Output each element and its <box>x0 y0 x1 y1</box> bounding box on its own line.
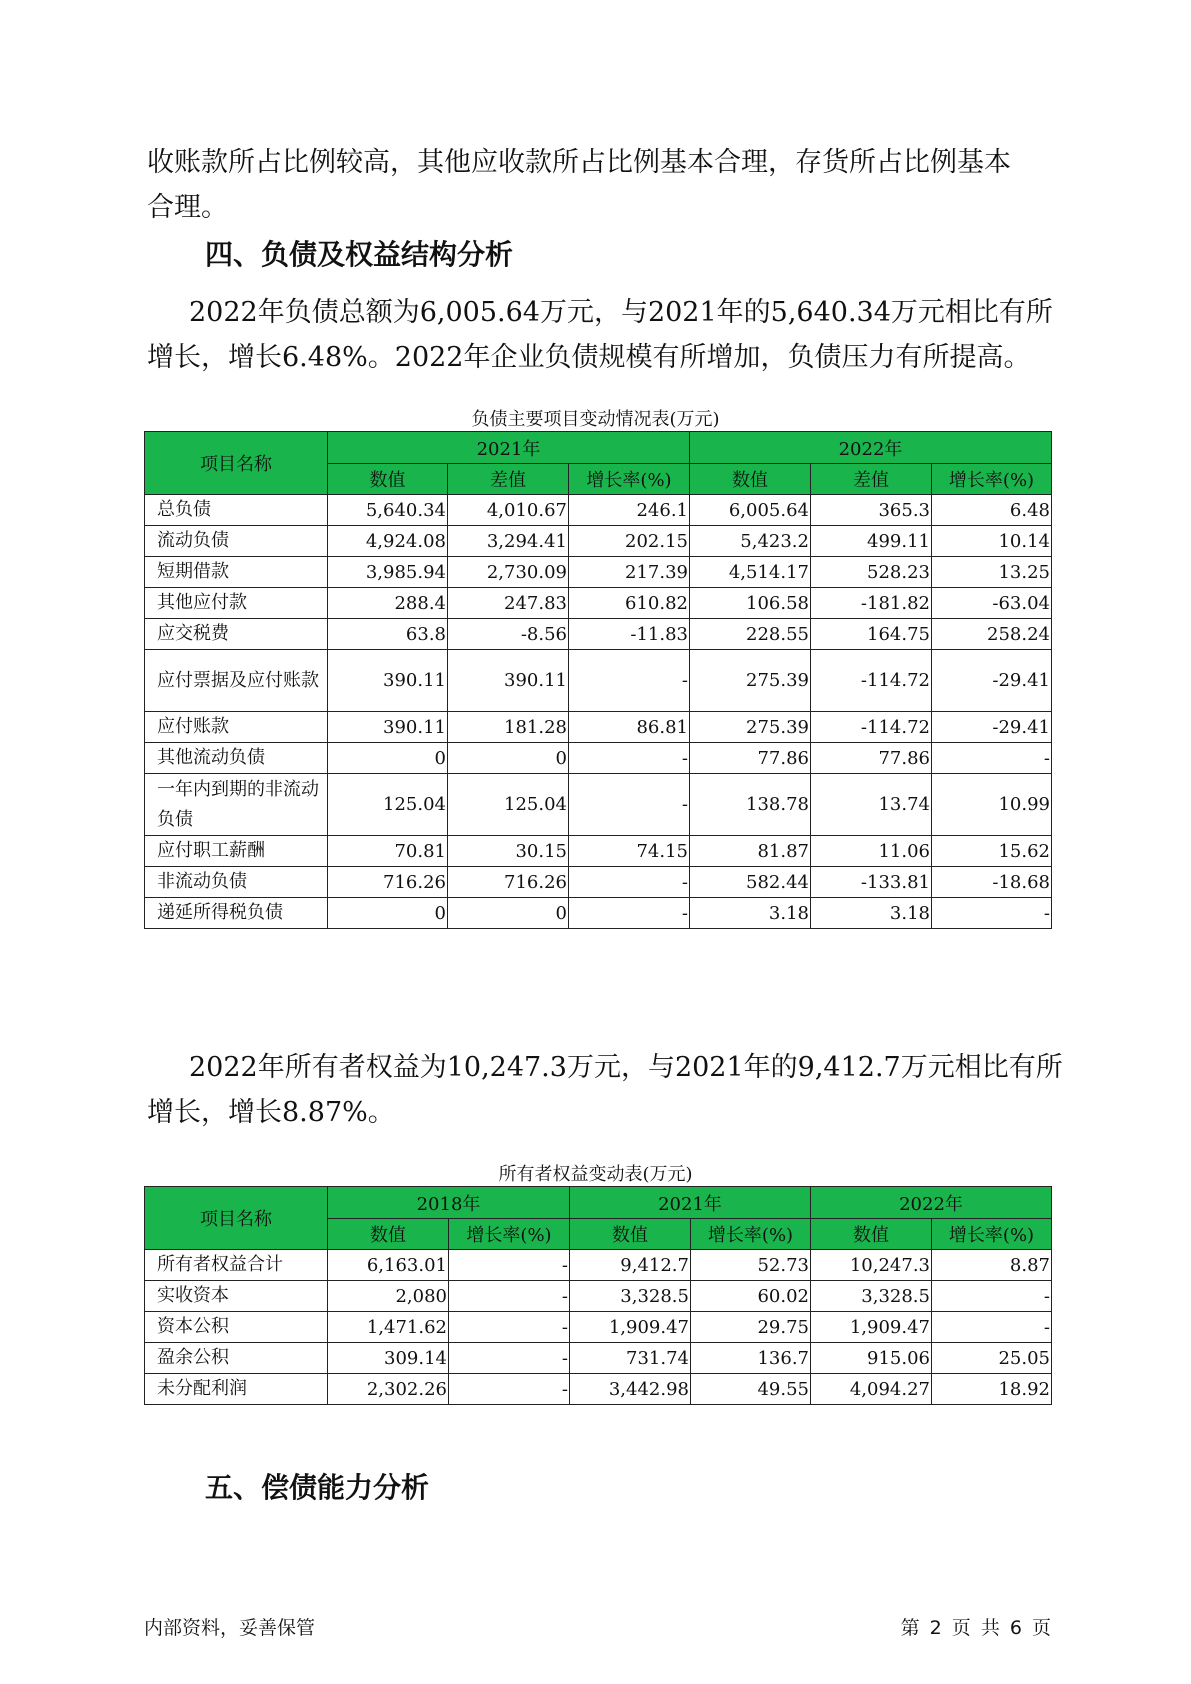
table-row <box>145 1343 1052 1374</box>
table-cell: 52.73 <box>691 1250 811 1281</box>
table-cell: 228.55 <box>690 619 811 650</box>
row-label: 所有者权益合计 <box>145 1250 328 1281</box>
section-5-heading: 五、偿债能力分析 <box>205 1471 430 1504</box>
table-cell: 86.81 <box>569 712 690 743</box>
row-label: 其他应付款 <box>145 588 328 619</box>
table-cell: - <box>569 650 690 712</box>
table-cell: 258.24 <box>932 619 1052 650</box>
row-label: 短期借款 <box>145 557 328 588</box>
table-cell: 18.92 <box>932 1374 1052 1405</box>
table-cell: 610.82 <box>569 588 690 619</box>
table-cell: 247.83 <box>448 588 569 619</box>
row-label: 盈余公积 <box>145 1343 328 1374</box>
table-cell: 60.02 <box>691 1281 811 1312</box>
table-cell: -63.04 <box>932 588 1052 619</box>
sub-header: 数值 <box>328 464 448 495</box>
liability-summary-line: 增长，增长6.48%。2022年企业负债规模有所增加，负债压力有所提高。 <box>147 342 1031 373</box>
row-label: 总负债 <box>145 495 328 526</box>
row-label: 未分配利润 <box>145 1374 328 1405</box>
row-label: 应付票据及应付账款 <box>145 650 328 712</box>
table-cell: 2,302.26 <box>328 1374 449 1405</box>
table-cell: 74.15 <box>569 836 690 867</box>
section-4-heading: 四、负债及权益结构分析 <box>205 238 514 271</box>
table-cell: 3.18 <box>811 898 932 929</box>
table-cell: - <box>932 1281 1052 1312</box>
table-cell: 582.44 <box>690 867 811 898</box>
table-cell: 3,442.98 <box>570 1374 691 1405</box>
table-cell: 13.25 <box>932 557 1052 588</box>
row-label: 非流动负债 <box>145 867 328 898</box>
liability-table <box>144 431 1052 929</box>
table-cell: 499.11 <box>811 526 932 557</box>
table-cell: 275.39 <box>690 650 811 712</box>
table-cell: 365.3 <box>811 495 932 526</box>
table-cell: -114.72 <box>811 712 932 743</box>
table-cell: 10.99 <box>932 774 1052 836</box>
table-row <box>145 1312 1052 1343</box>
intro-line: 收账款所占比例较高，其他应收款所占比例基本合理，存货所占比例基本 <box>147 147 1011 178</box>
table-cell: 3.18 <box>690 898 811 929</box>
table-cell: 63.8 <box>328 619 448 650</box>
table-cell: 125.04 <box>328 774 448 836</box>
table-cell: -8.56 <box>448 619 569 650</box>
row-label: 应付账款 <box>145 712 328 743</box>
table-cell: 3,328.5 <box>570 1281 691 1312</box>
table-cell: 11.06 <box>811 836 932 867</box>
table-cell: 0 <box>448 743 569 774</box>
sub-header: 数值 <box>328 1219 449 1250</box>
table-cell: -181.82 <box>811 588 932 619</box>
table-cell: 5,423.2 <box>690 526 811 557</box>
table-cell: 716.26 <box>328 867 448 898</box>
table-cell: - <box>569 898 690 929</box>
table-row <box>145 898 1052 929</box>
table-cell: 0 <box>328 898 448 929</box>
year-header: 2022年 <box>690 432 1052 464</box>
table-cell: -133.81 <box>811 867 932 898</box>
table-cell: 528.23 <box>811 557 932 588</box>
sub-header: 差值 <box>811 464 932 495</box>
row-label: 一年内到期的非流动负债 <box>145 774 328 836</box>
liability-summary-line: 2022年负债总额为6,005.64万元，与2021年的5,640.34万元相比有所 <box>189 297 1053 328</box>
table-cell: 217.39 <box>569 557 690 588</box>
table-cell: 164.75 <box>811 619 932 650</box>
table-cell: 29.75 <box>691 1312 811 1343</box>
year-header: 2022年 <box>811 1187 1052 1219</box>
table-cell: 915.06 <box>811 1343 932 1374</box>
table-cell: 390.11 <box>328 650 448 712</box>
table-row <box>145 588 1052 619</box>
row-label: 应交税费 <box>145 619 328 650</box>
equity-summary-line: 增长，增长8.87%。 <box>147 1097 395 1128</box>
sub-header: 增长率(%) <box>569 464 690 495</box>
sub-header: 增长率(%) <box>691 1219 811 1250</box>
table-cell: 2,730.09 <box>448 557 569 588</box>
table-cell: 716.26 <box>448 867 569 898</box>
table-cell: - <box>569 743 690 774</box>
table-row <box>145 557 1052 588</box>
table-row <box>145 1281 1052 1312</box>
table-cell: 5,640.34 <box>328 495 448 526</box>
sub-header: 差值 <box>448 464 569 495</box>
table-cell: 0 <box>328 743 448 774</box>
table-cell: 731.74 <box>570 1343 691 1374</box>
table-cell: 77.86 <box>811 743 932 774</box>
table-cell: 25.05 <box>932 1343 1052 1374</box>
table-cell: 3,294.41 <box>448 526 569 557</box>
table-cell: 202.15 <box>569 526 690 557</box>
table-cell: 309.14 <box>328 1343 449 1374</box>
intro-line: 合理。 <box>147 192 228 223</box>
table-cell: 181.28 <box>448 712 569 743</box>
table-cell: 275.39 <box>690 712 811 743</box>
equity-summary-paragraph <box>147 1045 1063 1135</box>
table-row <box>145 712 1052 743</box>
row-label: 实收资本 <box>145 1281 328 1312</box>
table-row <box>145 836 1052 867</box>
table-cell: 70.81 <box>328 836 448 867</box>
equity-table-caption: 所有者权益变动表(万元) <box>498 1164 693 1185</box>
table-cell: 6,163.01 <box>328 1250 449 1281</box>
name-column-header: 项目名称 <box>145 432 328 495</box>
table-cell: -114.72 <box>811 650 932 712</box>
table-row <box>145 526 1052 557</box>
table-row <box>145 867 1052 898</box>
table-cell: - <box>569 867 690 898</box>
table-cell: -29.41 <box>932 650 1052 712</box>
year-header: 2021年 <box>570 1187 811 1219</box>
sub-header: 数值 <box>690 464 811 495</box>
equity-table <box>144 1186 1052 1405</box>
equity-summary-line: 2022年所有者权益为10,247.3万元，与2021年的9,412.7万元相比有所 <box>189 1052 1063 1083</box>
table-cell: - <box>932 1312 1052 1343</box>
table-cell: 1,471.62 <box>328 1312 449 1343</box>
table-row <box>145 619 1052 650</box>
table-cell: 3,328.5 <box>811 1281 932 1312</box>
table-cell: 4,094.27 <box>811 1374 932 1405</box>
table-cell: - <box>932 743 1052 774</box>
table-cell: 15.62 <box>932 836 1052 867</box>
table-cell: 125.04 <box>448 774 569 836</box>
name-column-header: 项目名称 <box>145 1187 328 1250</box>
table-row <box>145 650 1052 712</box>
liability-summary-paragraph <box>147 290 1053 380</box>
table-cell: 2,080 <box>328 1281 449 1312</box>
row-label: 流动负债 <box>145 526 328 557</box>
table-row <box>145 743 1052 774</box>
liability-table-caption: 负债主要项目变动情况表(万元) <box>471 409 720 430</box>
table-cell: -11.83 <box>569 619 690 650</box>
row-label: 资本公积 <box>145 1312 328 1343</box>
table-cell: -18.68 <box>932 867 1052 898</box>
table-cell: 138.78 <box>690 774 811 836</box>
sub-header: 增长率(%) <box>932 464 1052 495</box>
year-header: 2021年 <box>328 432 690 464</box>
table-cell: 390.11 <box>448 650 569 712</box>
table-cell: - <box>932 898 1052 929</box>
table-cell: 4,514.17 <box>690 557 811 588</box>
sub-header: 数值 <box>570 1219 691 1250</box>
table-cell: -29.41 <box>932 712 1052 743</box>
sub-header: 增长率(%) <box>932 1219 1052 1250</box>
table-row <box>145 774 1052 836</box>
table-cell: 106.58 <box>690 588 811 619</box>
table-cell: - <box>449 1250 570 1281</box>
table-cell: 6,005.64 <box>690 495 811 526</box>
table-cell: 288.4 <box>328 588 448 619</box>
table-row <box>145 1250 1052 1281</box>
table-cell: - <box>569 774 690 836</box>
table-cell: 9,412.7 <box>570 1250 691 1281</box>
table-cell: 1,909.47 <box>811 1312 932 1343</box>
table-cell: 81.87 <box>690 836 811 867</box>
table-cell: 6.48 <box>932 495 1052 526</box>
table-cell: 30.15 <box>448 836 569 867</box>
table-cell: - <box>449 1312 570 1343</box>
table-cell: 390.11 <box>328 712 448 743</box>
table-cell: 4,010.67 <box>448 495 569 526</box>
table-row <box>145 1374 1052 1405</box>
table-cell: 49.55 <box>691 1374 811 1405</box>
table-cell: 13.74 <box>811 774 932 836</box>
intro-paragraph <box>147 140 1047 230</box>
footer-page-number: 第 2 页 共 6 页 <box>900 1617 1051 1639</box>
table-cell: - <box>449 1281 570 1312</box>
table-cell: - <box>449 1343 570 1374</box>
sub-header: 增长率(%) <box>449 1219 570 1250</box>
table-cell: - <box>449 1374 570 1405</box>
table-cell: 4,924.08 <box>328 526 448 557</box>
table-cell: 246.1 <box>569 495 690 526</box>
table-cell: 10.14 <box>932 526 1052 557</box>
row-label: 应付职工薪酬 <box>145 836 328 867</box>
table-cell: 1,909.47 <box>570 1312 691 1343</box>
table-cell: 3,985.94 <box>328 557 448 588</box>
table-cell: 10,247.3 <box>811 1250 932 1281</box>
sub-header: 数值 <box>811 1219 932 1250</box>
table-cell: 77.86 <box>690 743 811 774</box>
table-cell: 8.87 <box>932 1250 1052 1281</box>
table-cell: 0 <box>448 898 569 929</box>
year-header: 2018年 <box>328 1187 570 1219</box>
row-label: 递延所得税负债 <box>145 898 328 929</box>
table-cell: 136.7 <box>691 1343 811 1374</box>
table-row <box>145 495 1052 526</box>
footer-confidential-note: 内部资料，妥善保管 <box>144 1617 316 1639</box>
row-label: 其他流动负债 <box>145 743 328 774</box>
